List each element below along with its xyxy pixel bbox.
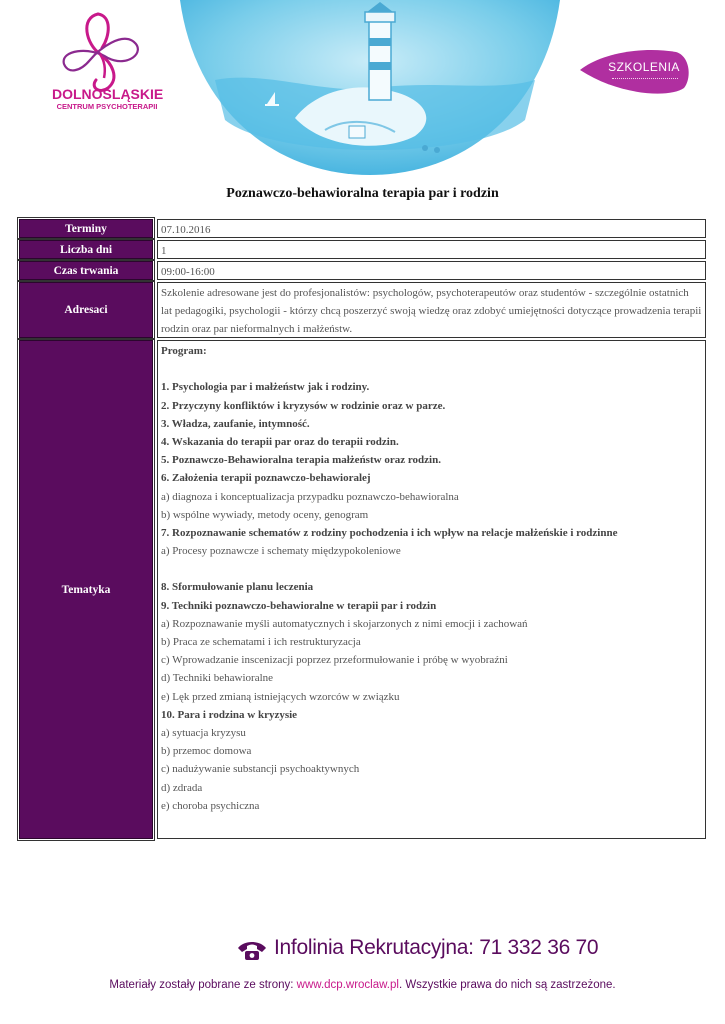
program-line: b) Praca ze schematami i ich restrukturyzacja [161,636,361,648]
program-line: a) diagnoza i konceptualizacja przypadku poznawczo-behawioralna [161,490,459,503]
program-line: Program: [161,345,207,357]
program-line: c) nadużywanie substancji psychoaktywnych [161,763,360,776]
label-czas-trwania: Czas trwania [19,261,153,280]
badge-dotted-line [612,78,678,79]
program-line: 5. Poznawczo-Behawioralna terapia małżeństw oraz rodzin. [161,454,441,467]
hotline-text: Infolinia Rekrutacyjna: 71 332 36 70 [274,936,599,959]
program-line: c) Wprowadzanie inscenizacji poprzez przeformułowanie i próbę w wyobraźni [161,654,508,667]
program-line: 3. Władza, zaufanie, intymność. [161,417,310,430]
program-line: 2. Przyczyny konfliktów i kryzysów w rodzinie oraz w parze. [161,399,446,412]
footer-note-suffix: . Wszystkie prawa do nich są zastrzeżone. [398,979,616,991]
logo-subtitle: CENTRUM PSYCHOTERAPII [56,102,158,111]
program-line: 9. Techniki poznawczo-behawioralne w terapii par i rodzin [161,599,437,612]
row-tematyka [19,340,706,839]
program-line: b) przemoc domowa [161,745,252,758]
label-tematyka: Tematyka [19,340,153,839]
program-line: 7. Rozpoznawanie schematów z rodziny pochodzenia i ich wpływ na relacje małżeńskie i rodzinne [161,526,618,539]
value-liczba-dni: 1 [157,240,706,259]
website-link[interactable]: www.dcp.wroclaw.pl [296,979,399,991]
footer-note [0,979,725,991]
label-terminy: Terminy [19,219,153,238]
program-line: 8. Sformułowanie planu leczenia [161,581,314,594]
program-line: e) choroba psychiczna [161,799,260,812]
program-line: b) wspólne wywiady, metody oceny, genogram [161,508,369,521]
logo-wordmark: DOLNOŚLĄSKIE [52,86,164,102]
value-czas-trwania: 09:00-16:00 [157,261,706,280]
row-czas-trwania [19,261,706,280]
value-adresaci: Szkolenie adresowane jest do profesjonalistów: psychologów, psychoterapeutów oraz studentów - szczególnie ostatnich lat pedagogiki, psychologii - którzy chcą poszerzyć swoją wiedzę oraz zdobyć umiejętności dotyczące prowadzenia terapii rodzin oraz par nieformalnych i małżeństw. [157,282,706,338]
row-liczba-dni [19,240,706,259]
row-adresaci [19,282,706,338]
program-line: a) Rozpoznawanie myśli automatycznych i skojarzonych z nimi emocji i zachowań [161,617,528,630]
label-adresaci: Adresaci [19,282,153,338]
label-liczba-dni: Liczba dni [19,240,153,259]
program-list [157,340,706,839]
program-line: a) sytuacja kryzysu [161,726,246,739]
program-line: 6. Założenia terapii poznawczo-behawioralej [161,472,371,485]
phone-icon [236,940,268,962]
lighthouse-illustration [175,0,565,175]
value-terminy: 07.10.2016 [157,219,706,238]
program-line: 4. Wskazania do terapii par oraz do terapii rodzin. [161,435,399,448]
program-line: a) Procesy poznawcze i schematy międzypokoleniowe [161,545,401,558]
program-line: 1. Psychologia par i małżeństw jak i rodziny. [161,381,370,394]
program-spacer [161,560,702,578]
program-line: e) Lęk przed zmianą istniejących wzorców w związku [161,690,400,703]
program-line: d) zdrada [161,781,203,794]
page-title: Poznawczo-behawioralna terapia par i rodzin [226,186,499,201]
program-line: 10. Para i rodzina w kryzysie [161,708,298,721]
program-spacer [161,360,702,378]
row-terminy [19,219,706,238]
szkolenia-badge: SZKOLENIA [608,60,680,74]
footer-note-prefix: Materiały zostały pobrane ze strony: [109,979,297,991]
program-line: d) Techniki behawioralne [161,672,274,685]
